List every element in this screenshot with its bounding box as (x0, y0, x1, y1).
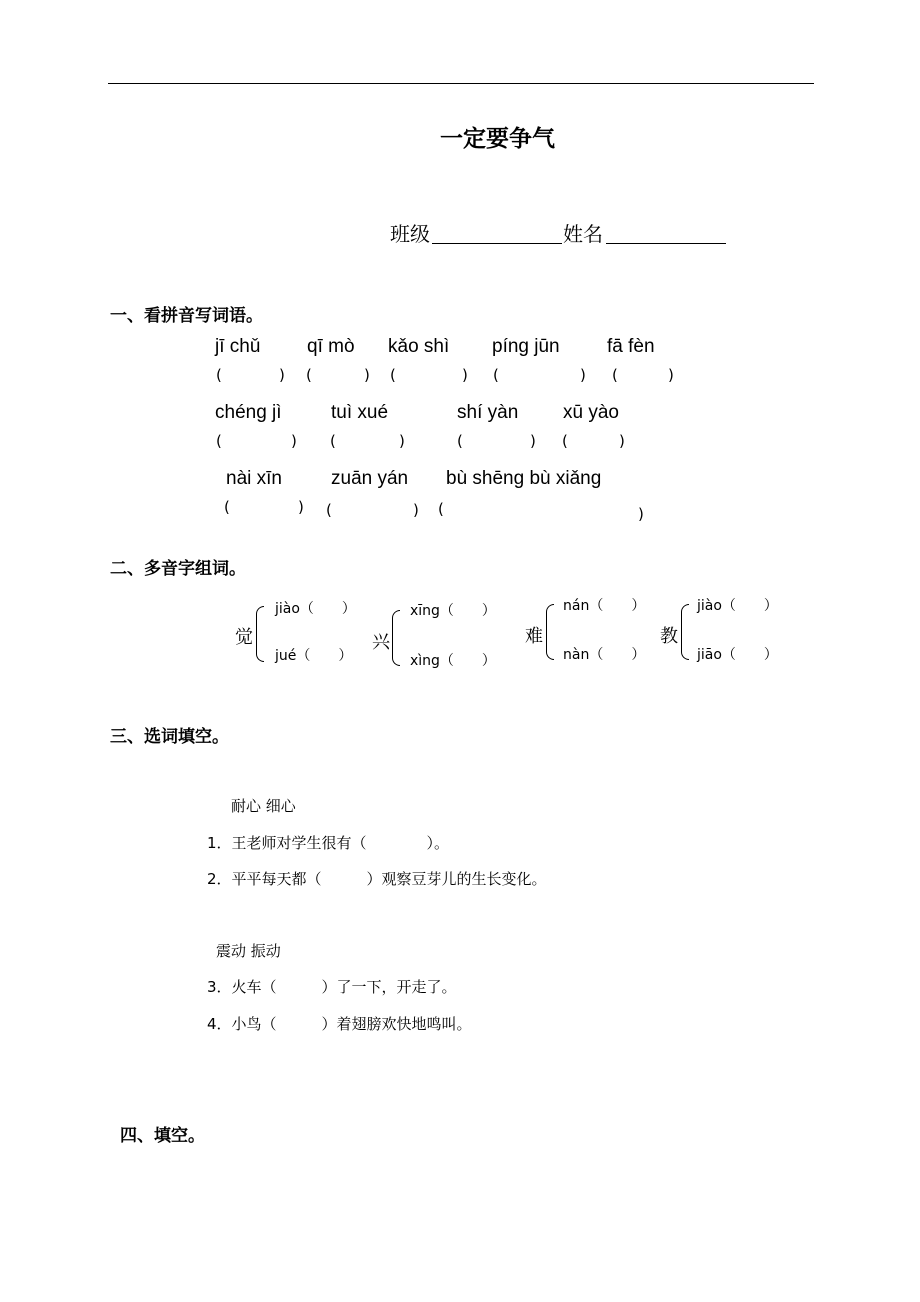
pinyin-item: kǎo shì (388, 336, 450, 357)
polyphone-char: 兴 (372, 632, 390, 653)
class-blank[interactable] (432, 243, 562, 244)
polyphone-reading[interactable]: jué（ ） (275, 648, 353, 664)
answer-paren-close[interactable]: ) (279, 366, 285, 384)
answer-paren-close[interactable]: ) (462, 366, 468, 384)
name-label: 姓名 (563, 222, 603, 246)
answer-paren-close[interactable]: ) (530, 432, 536, 450)
answer-paren-open[interactable]: ( (562, 432, 568, 450)
page-title: 一定要争气 (440, 126, 555, 152)
polyphone-reading[interactable]: xīng（ ） (410, 603, 496, 619)
class-label: 班级 (390, 222, 430, 246)
section-heading-1: 一、看拼音写词语。 (110, 306, 263, 326)
pinyin-item: shí yàn (457, 402, 519, 423)
name-blank[interactable] (606, 243, 726, 244)
word-choices: 震动 振动 (216, 942, 281, 960)
answer-paren-close[interactable]: ) (298, 498, 304, 516)
pinyin-item: xū yào (563, 402, 619, 423)
answer-paren-open[interactable]: ( (224, 498, 230, 516)
pinyin-item: tuì xué (331, 402, 389, 423)
brace-icon (392, 610, 400, 666)
brace-icon (256, 606, 264, 662)
polyphone-reading[interactable]: jiào（ ） (275, 601, 356, 617)
fill-sentence[interactable]: 3．火车（ ）了一下，开走了。 (207, 978, 457, 996)
pinyin-item: jī chǔ (215, 336, 261, 357)
polyphone-char: 教 (660, 626, 678, 647)
pinyin-item: píng jūn (492, 336, 560, 357)
answer-paren-close[interactable]: ) (291, 432, 297, 450)
section-heading-3: 三、选词填空。 (110, 727, 229, 747)
answer-paren-open[interactable]: ( (306, 366, 312, 384)
fill-sentence[interactable]: 2．平平每天都（ ）观察豆芽儿的生长变化。 (207, 870, 547, 888)
answer-paren-close[interactable]: ) (580, 366, 586, 384)
answer-paren-open[interactable]: ( (438, 500, 444, 518)
answer-paren-open[interactable]: ( (216, 366, 222, 384)
answer-paren-close[interactable]: ) (619, 432, 625, 450)
pinyin-item: zuān yán (331, 468, 409, 489)
polyphone-reading[interactable]: jiào（ ） (697, 598, 778, 614)
answer-paren-close[interactable]: ) (399, 432, 405, 450)
answer-paren-close[interactable]: ) (364, 366, 370, 384)
brace-icon (681, 604, 689, 660)
brace-icon (546, 604, 554, 660)
polyphone-reading[interactable]: jiāo（ ） (697, 647, 778, 663)
pinyin-item: qī mò (307, 336, 355, 357)
answer-paren-open[interactable]: ( (612, 366, 618, 384)
answer-paren-open[interactable]: ( (216, 432, 222, 450)
pinyin-item: chéng jì (215, 402, 282, 423)
pinyin-item: nài xīn (226, 468, 282, 489)
answer-paren-close[interactable]: ) (668, 366, 674, 384)
pinyin-item: fā fèn (607, 336, 655, 357)
word-choices: 耐心 细心 (231, 797, 296, 815)
top-rule (108, 83, 814, 84)
fill-sentence[interactable]: 4．小鸟（ ）着翅膀欢快地鸣叫。 (207, 1015, 472, 1033)
answer-paren-open[interactable]: ( (326, 501, 332, 519)
answer-paren-close[interactable]: ) (638, 505, 644, 523)
polyphone-char: 难 (525, 626, 543, 647)
polyphone-reading[interactable]: xìng（ ） (410, 653, 496, 669)
section-heading-2: 二、多音字组词。 (110, 559, 246, 579)
polyphone-reading[interactable]: nàn（ ） (563, 647, 646, 663)
section-heading-4: 四、填空。 (120, 1126, 205, 1146)
answer-paren-open[interactable]: ( (493, 366, 499, 384)
answer-paren-open[interactable]: ( (457, 432, 463, 450)
polyphone-reading[interactable]: nán（ ） (563, 598, 646, 614)
answer-paren-close[interactable]: ) (413, 501, 419, 519)
pinyin-item: bù shēng bù xiǎng (446, 468, 602, 489)
answer-paren-open[interactable]: ( (330, 432, 336, 450)
polyphone-char: 觉 (235, 627, 253, 648)
fill-sentence[interactable]: 1．王老师对学生很有（ ）。 (207, 834, 450, 852)
answer-paren-open[interactable]: ( (390, 366, 396, 384)
